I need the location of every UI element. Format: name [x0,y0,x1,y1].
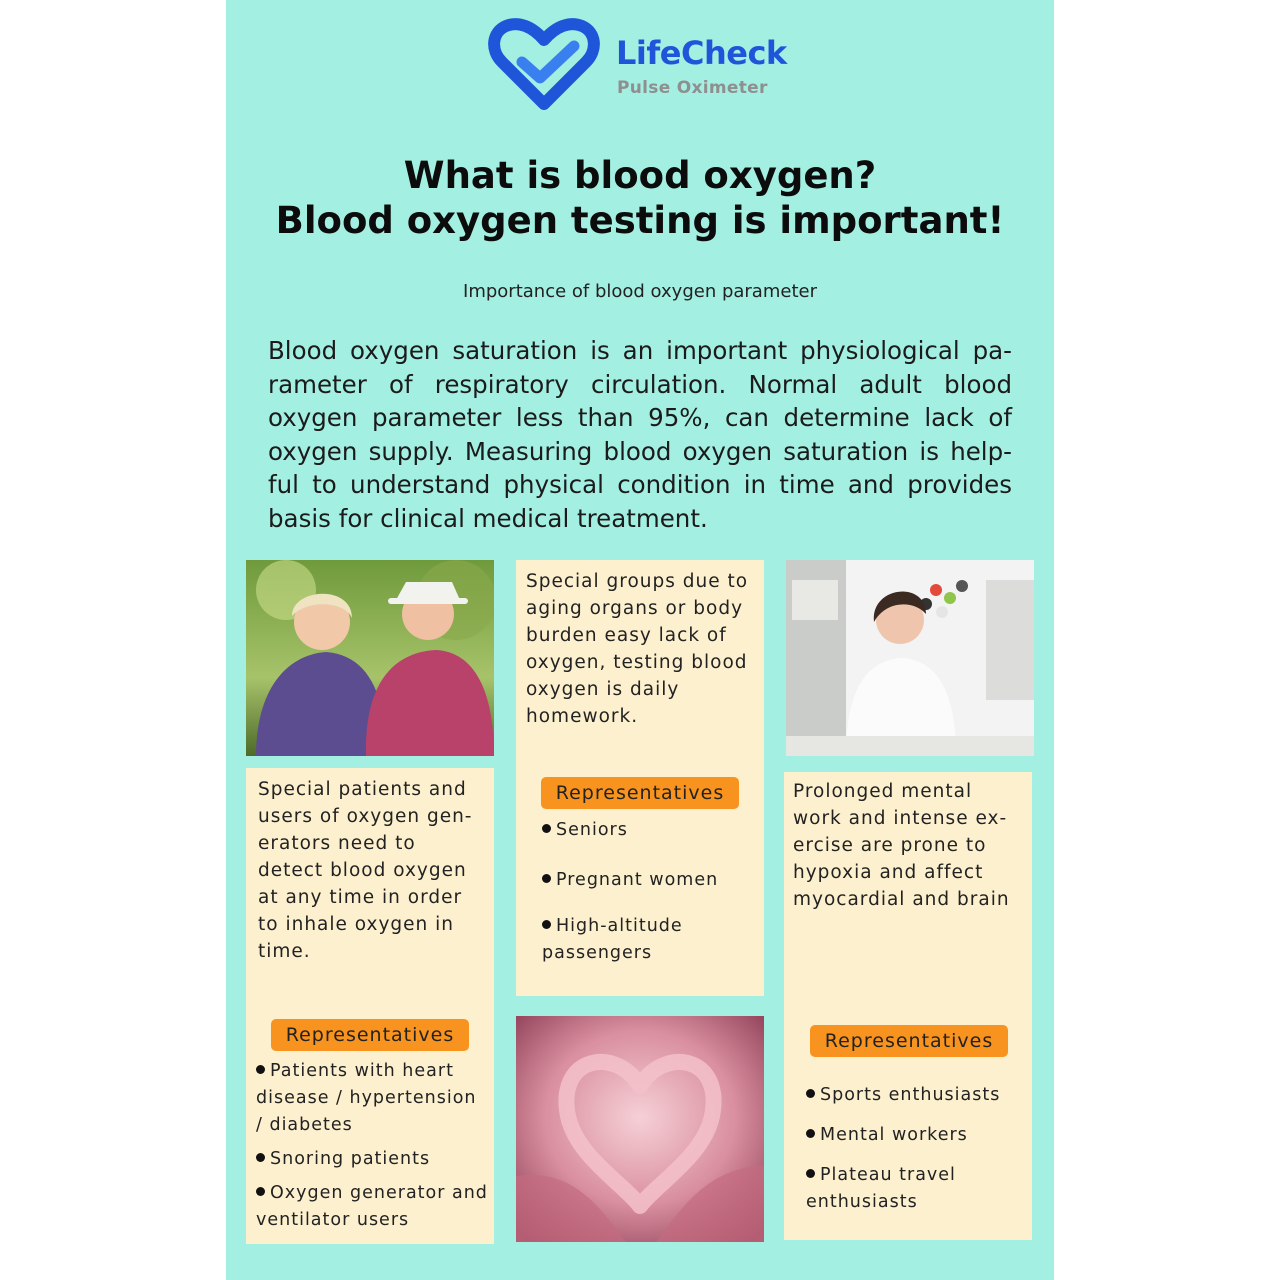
representatives-badge: Representatives [271,1019,469,1051]
brand-subtitle: Pulse Oximeter [617,78,768,98]
pregnant-belly-photo [516,1016,764,1242]
patients-description: Special patients and users of oxygen gen-erators need to detect blood oxygen at any time in order to inhale oxygen in time. [258,779,473,962]
headline-line-1: What is blood oxygen? [403,154,877,197]
representatives-badge: Representatives [541,777,739,809]
mental-work-description: Prolonged mental work and intense ex-ercise are prone to hypoxia and affect myocardial and brain [793,781,1010,910]
subheading: Importance of blood oxygen parameter [463,281,817,302]
representatives-badge: Representatives [810,1025,1008,1057]
list-item: Oxygen generator and ventilator users [256,1183,488,1230]
list-item: Patients with heart disease / hypertension / diabetes [256,1061,477,1135]
list-item: Plateau travel enthusiasts [806,1165,956,1212]
heart-check-icon [488,16,600,114]
list-item: Sports enthusiasts [806,1082,1026,1109]
brand-name: LifeCheck [616,34,787,72]
stressed-office-worker-photo [786,560,1034,756]
list-item: Seniors [542,817,752,844]
list-item: Pregnant women [542,867,752,894]
list-item: Mental workers [806,1122,1026,1149]
intro-paragraph: Blood oxygen saturation is an important physiological pa-rameter of respiratory circulation. Normal adult blood oxygen parameter less than 95%, can determine lack of oxygen supply. Measuring blood oxygen saturation is help-ful to understand physical condition in time and provides basis for clinical medical treatment. [268,336,1012,533]
list-item: Snoring patients [256,1146,488,1173]
special-groups-description: Special groups due to aging organs or body burden easy lack of oxygen, testing blood oxygen is daily homework. [526,571,749,727]
elderly-couple-photo [246,560,494,756]
list-item: High-altitude passengers [542,916,683,963]
headline-line-2: Blood oxygen testing is important! [275,199,1005,242]
